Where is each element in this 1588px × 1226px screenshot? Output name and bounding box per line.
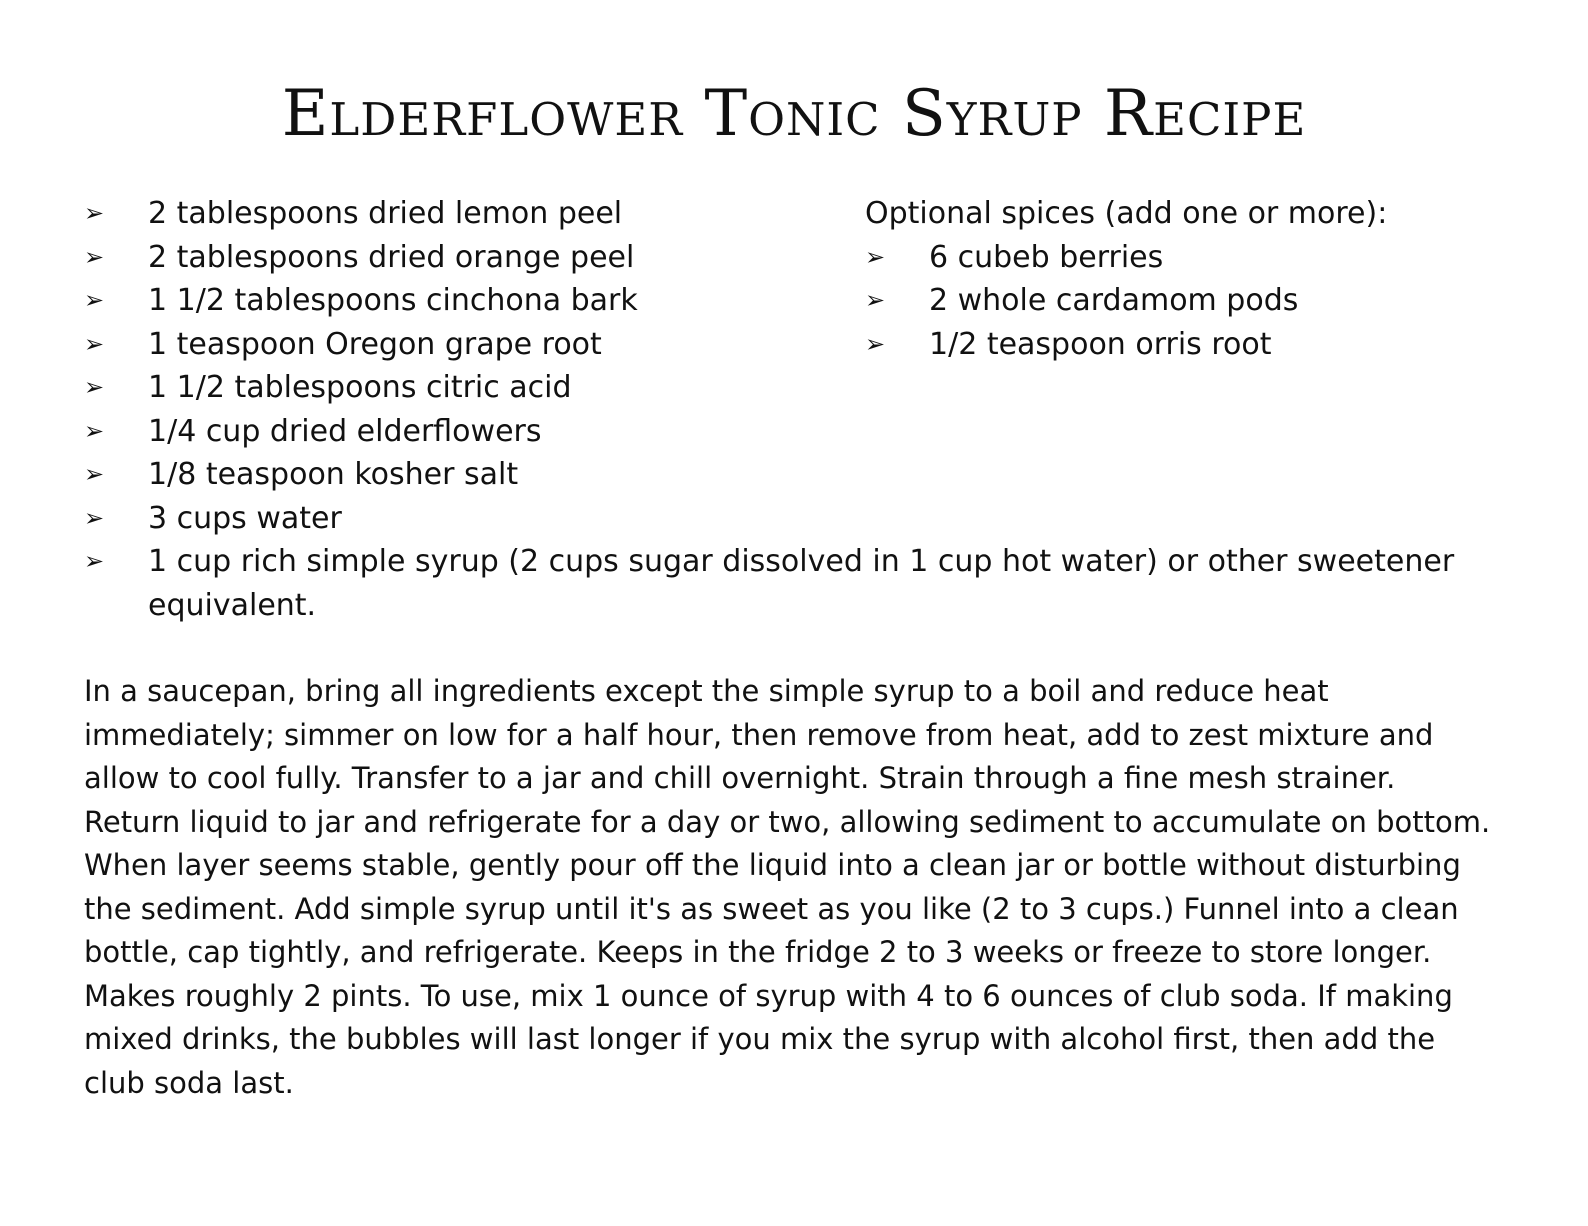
ingredient-text: 1 1/2 tablespoons citric acid [148, 370, 572, 405]
list-item [84, 366, 1504, 410]
list-item [865, 279, 1505, 323]
arrow-bullet-icon: ➢ [84, 416, 105, 445]
list-item [84, 410, 1504, 454]
arrow-bullet-icon: ➢ [84, 503, 105, 532]
arrow-bullet-icon: ➢ [84, 460, 105, 488]
arrow-bullet-icon: ➢ [865, 242, 886, 271]
arrow-bullet-icon: ➢ [84, 547, 105, 575]
arrow-bullet-icon: ➢ [84, 242, 105, 271]
list-item [865, 323, 1505, 367]
arrow-bullet-icon: ➢ [84, 286, 105, 314]
optional-spice-text: 2 whole cardamom pods [929, 283, 1299, 318]
ingredient-text: 2 tablespoons dried lemon peel [148, 196, 623, 231]
list-item [84, 497, 1504, 541]
optional-spices-list [865, 236, 1505, 367]
optional-spice-text: 6 cubeb berries [929, 239, 1164, 275]
optional-spice-text: 1/2 teaspoon orris root [929, 326, 1272, 362]
arrow-bullet-icon: ➢ [865, 329, 886, 358]
ingredient-text: 1 1/2 tablespoons cinchona bark [148, 283, 638, 318]
optional-spices-heading: Optional spices (add one or more): [865, 196, 1388, 231]
arrow-bullet-icon: ➢ [84, 329, 105, 358]
ingredient-text: 1 teaspoon Oregon grape root [148, 326, 602, 362]
ingredient-text: 1 cup rich simple syrup (2 cups sugar dissolved in 1 cup hot water) or other sweetener equivalent. [148, 544, 1455, 623]
list-item [865, 236, 1505, 280]
ingredient-text: 3 cups water [148, 500, 342, 536]
instructions-paragraph: In a saucepan, bring all ingredients except the simple syrup to a boil and reduce heat immediately; simmer on low for a half hour, then remove from heat, add to zest mixture and allow to cool fully. Transfer to a jar and chill overnight. Strain through a fine mesh strainer. Return liquid to jar and refrigerate for a day or two, allowing sediment to accumulate on bottom. When layer seems stable, gently pour off the liquid into a clean jar or bottle without disturbing the sediment. Add simple syrup until it's as sweet as you like (2 to 3 cups.) Funnel into a clean bottle, cap tightly, and refrigerate. Keeps in the fridge 2 to 3 weeks or freeze to store longer. Makes roughly 2 pints. To use, mix 1 ounce of syrup with 4 to 6 ounces of club soda. If making mixed drinks, the bubbles will last longer if you mix the syrup with alcohol first, then add the club soda last. [84, 674, 1491, 1100]
ingredient-text: 1/4 cup dried elderflowers [148, 413, 542, 449]
page-title: Elderflower Tonic Syrup Recipe [281, 77, 1307, 151]
arrow-bullet-icon: ➢ [84, 373, 105, 401]
arrow-bullet-icon: ➢ [84, 199, 105, 227]
arrow-bullet-icon: ➢ [865, 286, 886, 314]
list-item [84, 453, 1504, 497]
ingredient-text: 1/8 teaspoon kosher salt [148, 457, 519, 492]
list-item [84, 540, 1504, 627]
ingredient-text: 2 tablespoons dried orange peel [148, 239, 635, 275]
